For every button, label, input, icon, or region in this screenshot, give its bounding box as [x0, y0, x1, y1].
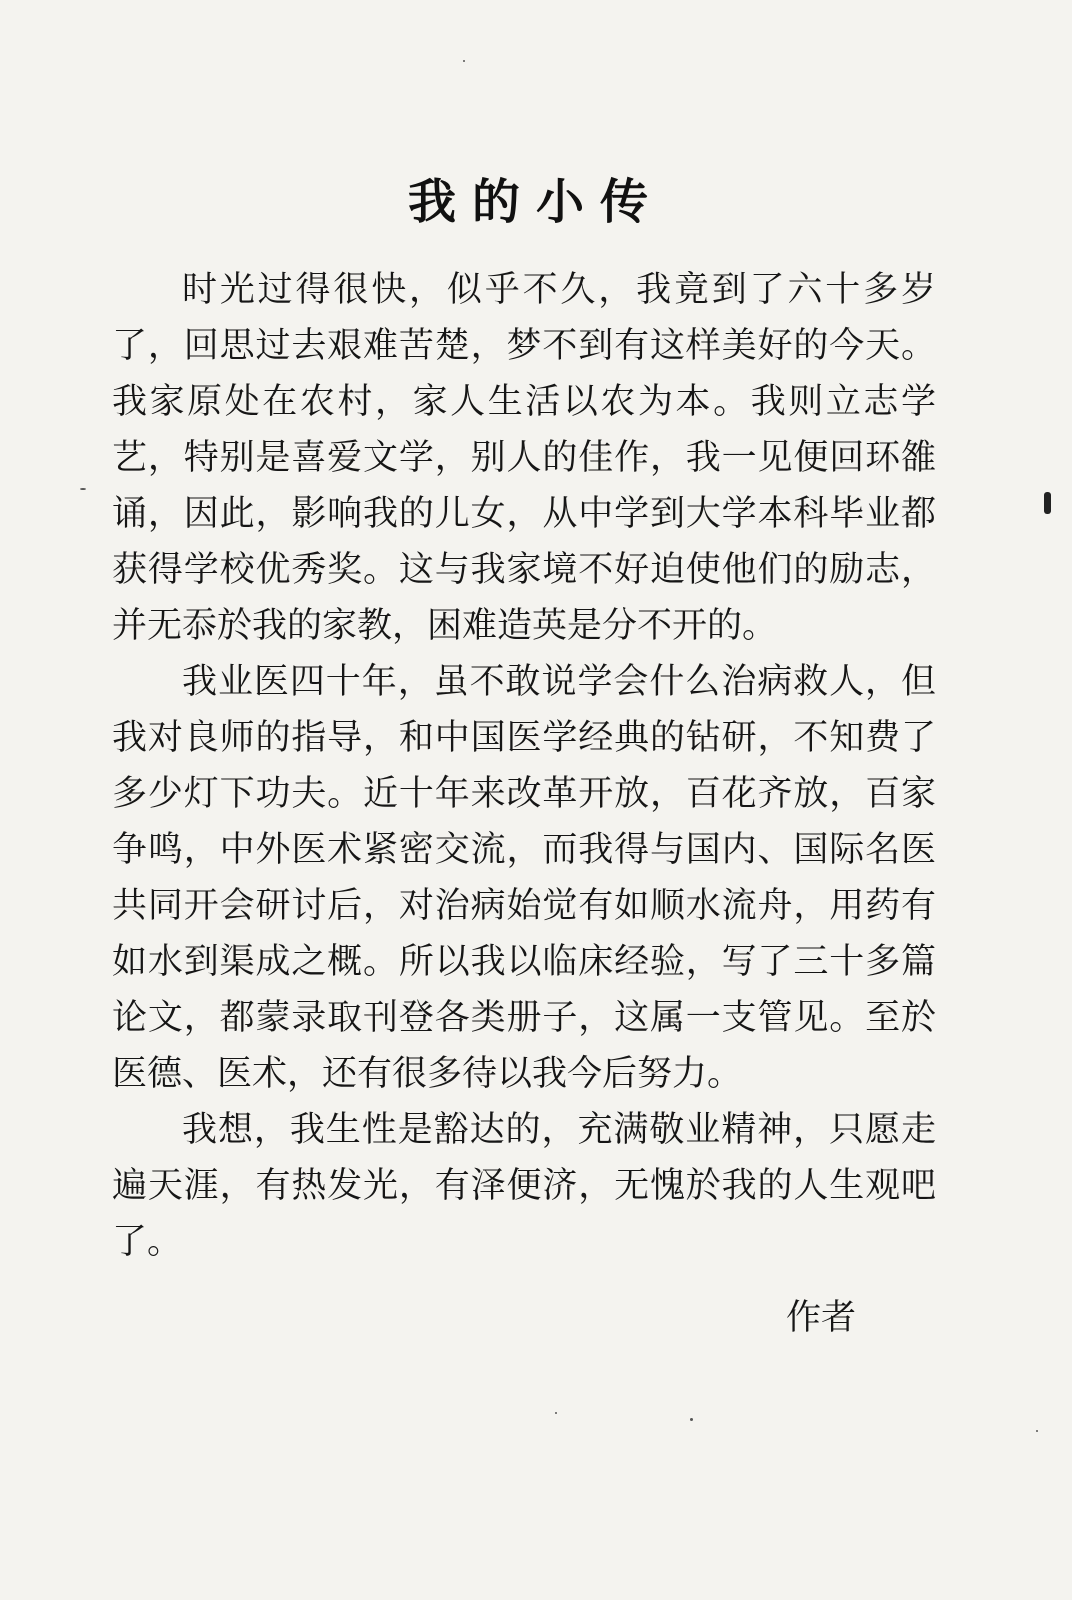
- paragraph-2: 我业医四十年，虽不敢说学会什么治病救人，但我对良师的指导，和中国医学经典的钻研，不知费了多少灯下功夫。近十年来改革开放，百花齐放，百家争鸣，中外医术紧密交流，而我得与国内、国际名医共同开会研讨后，对治病始觉有如顺水流舟，用药有如水到渠成之概。所以我以临床经验，写了三十多篇论文，都蒙录取刊登各类册子，这属一支管见。至於医德、医术，还有很多待以我今后努力。: [112, 662, 936, 1094]
- scan-speck: [1044, 492, 1051, 514]
- scan-speck: [555, 1412, 557, 1414]
- scan-speck: [463, 60, 465, 62]
- page-title: 我的小传: [407, 174, 664, 230]
- paragraph-3: 我想，我生性是豁达的，充满敬业精神，只愿走遍天涯，有热发光，有泽便济，无愧於我的人生观吧了。: [112, 1110, 936, 1262]
- body-text: [112, 262, 936, 1270]
- author-signature: 作者: [786, 1298, 857, 1338]
- paragraph-1: 时光过得很快，似乎不久，我竟到了六十多岁了，回思过去艰难苦楚，梦不到有这样美好的今天。我家原处在农村，家人生活以农为本。我则立志学艺，特别是喜爱文学，别人的佳作，我一见便回环雒诵，因此，影响我的儿女，从中学到大学本科毕业都获得学校优秀奖。这与我家境不好迫使他们的励志，并无忝於我的家教，困难造英是分不开的。: [112, 270, 936, 646]
- scan-speck: [1036, 1430, 1038, 1432]
- scan-speck: [80, 488, 86, 490]
- scan-speck: [690, 1418, 693, 1421]
